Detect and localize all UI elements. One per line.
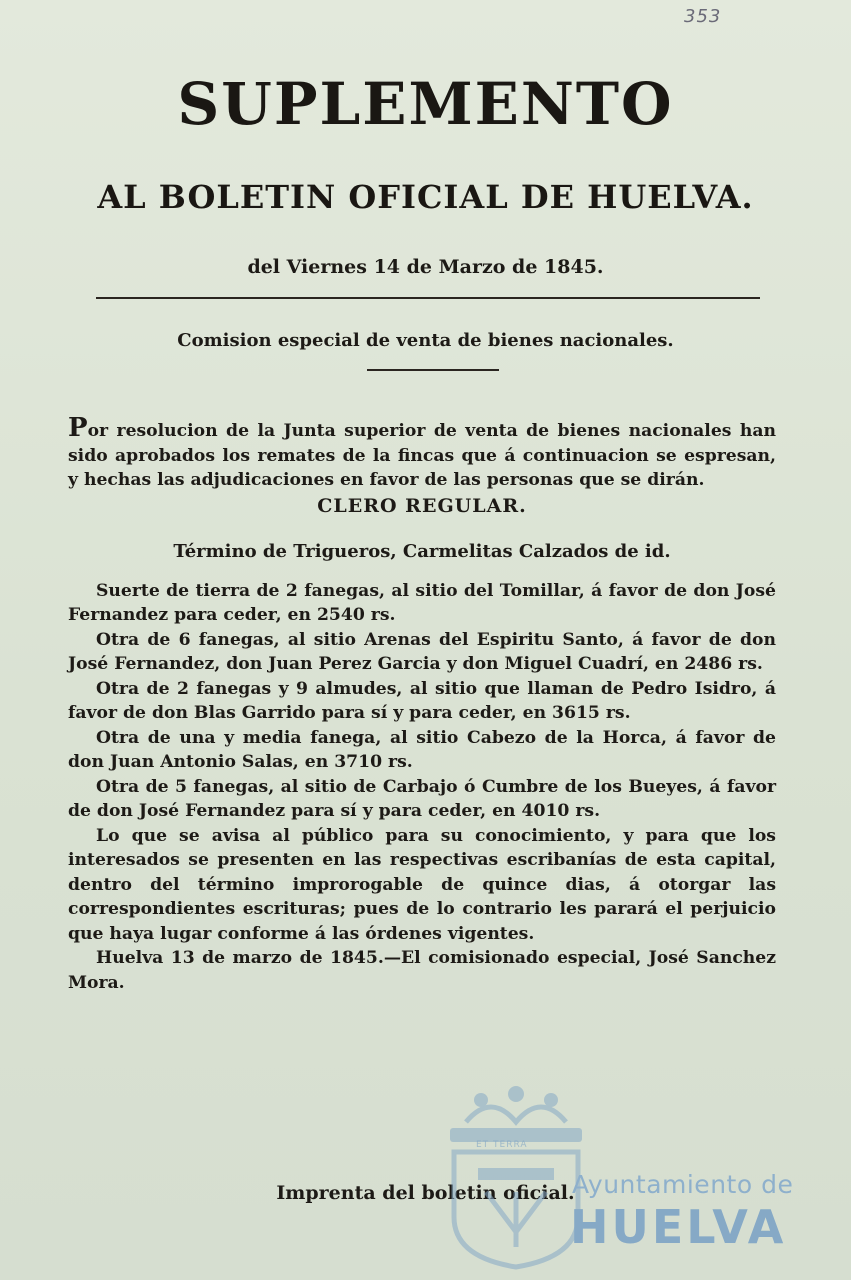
watermark-shield-text: ET TERRA [476,1140,528,1150]
document-subtitle: AL BOLETIN OFICIAL DE HUELVA. [97,178,754,216]
document-title: SUPLEMENTO [177,70,674,138]
watermark-line-2: HUELVA [570,1200,787,1254]
list-item: Suerte de tierra de 2 fanegas, al sitio del Tomillar, á favor de don José Fernandez para ceder, en 2540 rs. [68,580,776,625]
list-item: Otra de 2 fanegas y 9 almudes, al sitio que llaman de Pedro Isidro, á favor de don Blas Garrido para sí y para ceder, en 3615 rs. [68,678,776,723]
folio-number: 353 [684,6,722,27]
header-divider [96,297,760,299]
intro-paragraph [68,413,776,493]
drop-cap: P [68,413,88,443]
intro-text: or resolucion de la Junta superior de venta de bienes nacionales han sido aprobados los remates de la fincas que á continuacion se espresan, y hechas las adjudicaciones en favor de las personas que se dirán. [68,421,776,490]
publication-date: del Viernes 14 de Marzo de 1845. [247,256,604,278]
commission-heading: Comision especial de venta de bienes nacionales. [177,330,674,351]
watermark-line-1: Ayuntamiento de [572,1170,794,1199]
subsection-heading: Término de Trigueros, Carmelitas Calzados de id. [173,540,671,562]
short-divider [367,369,499,371]
list-item: Otra de 6 fanegas, al sitio Arenas del Espiritu Santo, á favor de don José Fernandez, don Juan Perez Garcia y don Miguel Cuadrí, en 2486 rs. [68,629,776,674]
section-heading: CLERO REGULAR. [317,494,527,517]
signature-line: Huelva 13 de marzo de 1845.—El comisionado especial, José Sanchez Mora. [68,948,776,993]
list-item: Otra de 5 fanegas, al sitio de Carbajo ó Cumbre de los Bueyes, á favor de don José Fernandez para sí y para ceder, en 4010 rs. [68,776,776,821]
notice-paragraph: Lo que se avisa al público para su conocimiento, y para que los interesados se presenten en las respectivas escribanías de esta capital, dentro del término improrogable de quince dias, á otorgar las correspondientes escrituras; pues de lo contrario les parará el perjuicio que haya lugar conforme á las órdenes vigentes. [68,825,776,944]
printer-imprint: Imprenta del boletin oficial. [276,1182,575,1204]
document-body [68,413,776,995]
list-item: Otra de una y media fanega, al sitio Cabezo de la Horca, á favor de don Juan Antonio Salas, en 3710 rs. [68,727,776,772]
